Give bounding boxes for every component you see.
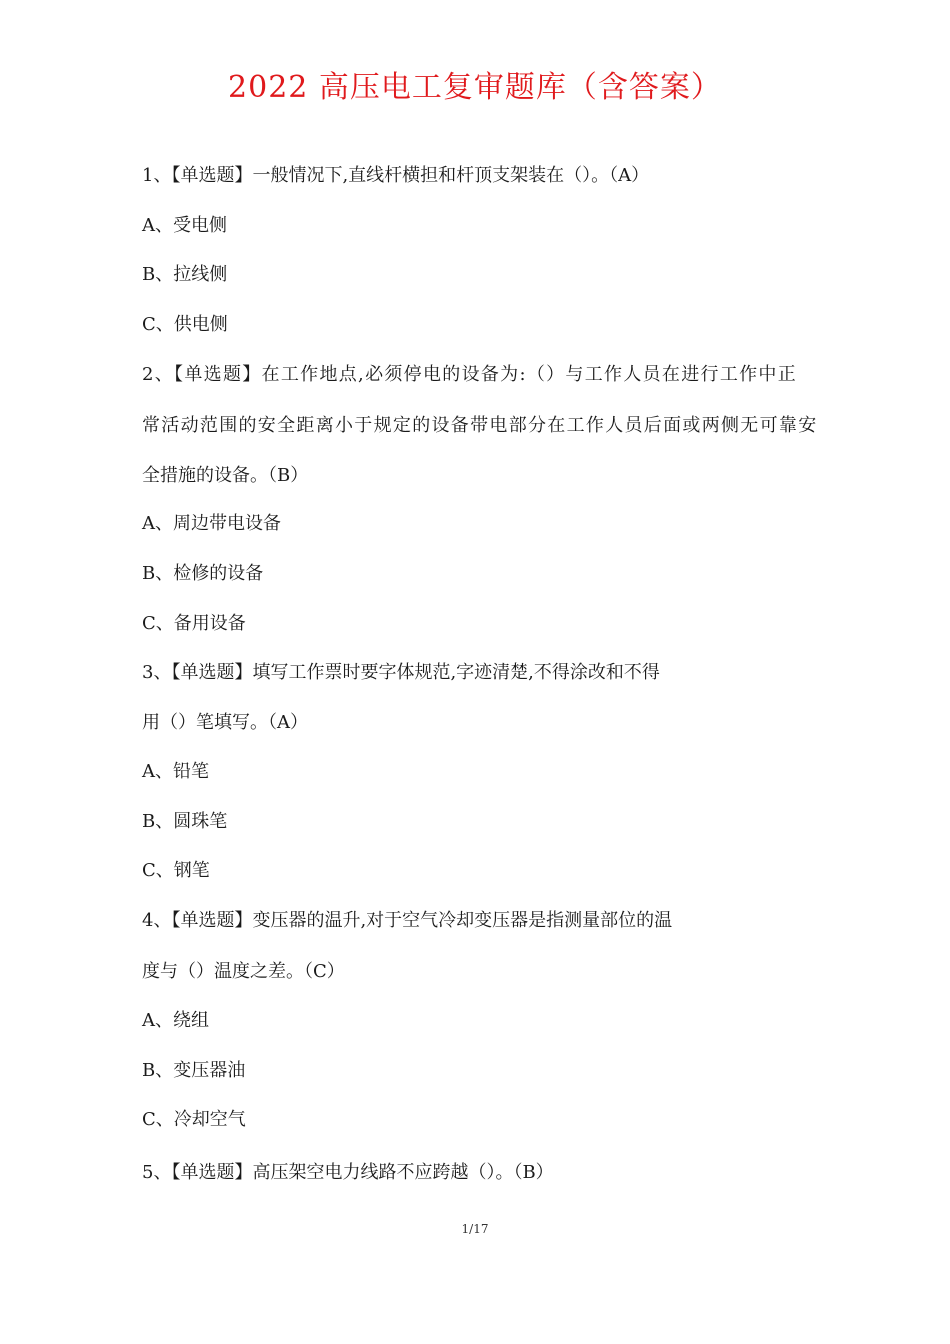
q4-stem-line-2: 度与（）温度之差。（C） <box>142 961 345 982</box>
document-title: 2022 高压电工复审题库（含答案） <box>228 70 722 105</box>
q3-option-a: A、铅笔 <box>142 761 209 782</box>
q3-stem-line-2: 用（）笔填写。（A） <box>142 712 308 733</box>
page-number: 1/17 <box>461 1222 489 1236</box>
q2-option-a: A、周边带电设备 <box>142 513 281 534</box>
q3-option-c: C、钢笔 <box>142 860 210 881</box>
q2-option-b: B、检修的设备 <box>142 563 264 584</box>
q3-stem-line-1: 3、【单选题】填写工作票时要字体规范,字迹清楚,不得涂改和不得 <box>142 662 660 683</box>
q4-option-c: C、冷却空气 <box>142 1109 246 1130</box>
q1-option-c: C、供电侧 <box>142 314 228 335</box>
q5-stem: 5、【单选题】高压架空电力线路不应跨越（）。（B） <box>142 1162 554 1183</box>
q1-stem: 1、【单选题】一般情况下,直线杆横担和杆顶支架装在（）。（A） <box>142 165 650 186</box>
q2-stem-line-3: 全措施的设备。（B） <box>142 465 309 486</box>
q2-stem-line-1: 2、【单选题】在工作地点,必须停电的设备为:（）与工作人员在进行工作中正 <box>142 364 798 385</box>
q2-stem-line-2: 常活动范围的安全距离小于规定的设备带电部分在工作人员后面或两侧无可靠安 <box>142 415 818 436</box>
q4-stem-line-1: 4、【单选题】变压器的温升,对于空气冷却变压器是指测量部位的温 <box>142 910 673 931</box>
q4-option-a: A、绕组 <box>142 1010 209 1031</box>
q4-option-b: B、变压器油 <box>142 1060 246 1081</box>
q2-option-c: C、备用设备 <box>142 613 246 634</box>
q1-option-a: A、受电侧 <box>142 215 227 236</box>
q3-option-b: B、圆珠笔 <box>142 811 228 832</box>
q1-option-b: B、拉线侧 <box>142 264 228 285</box>
